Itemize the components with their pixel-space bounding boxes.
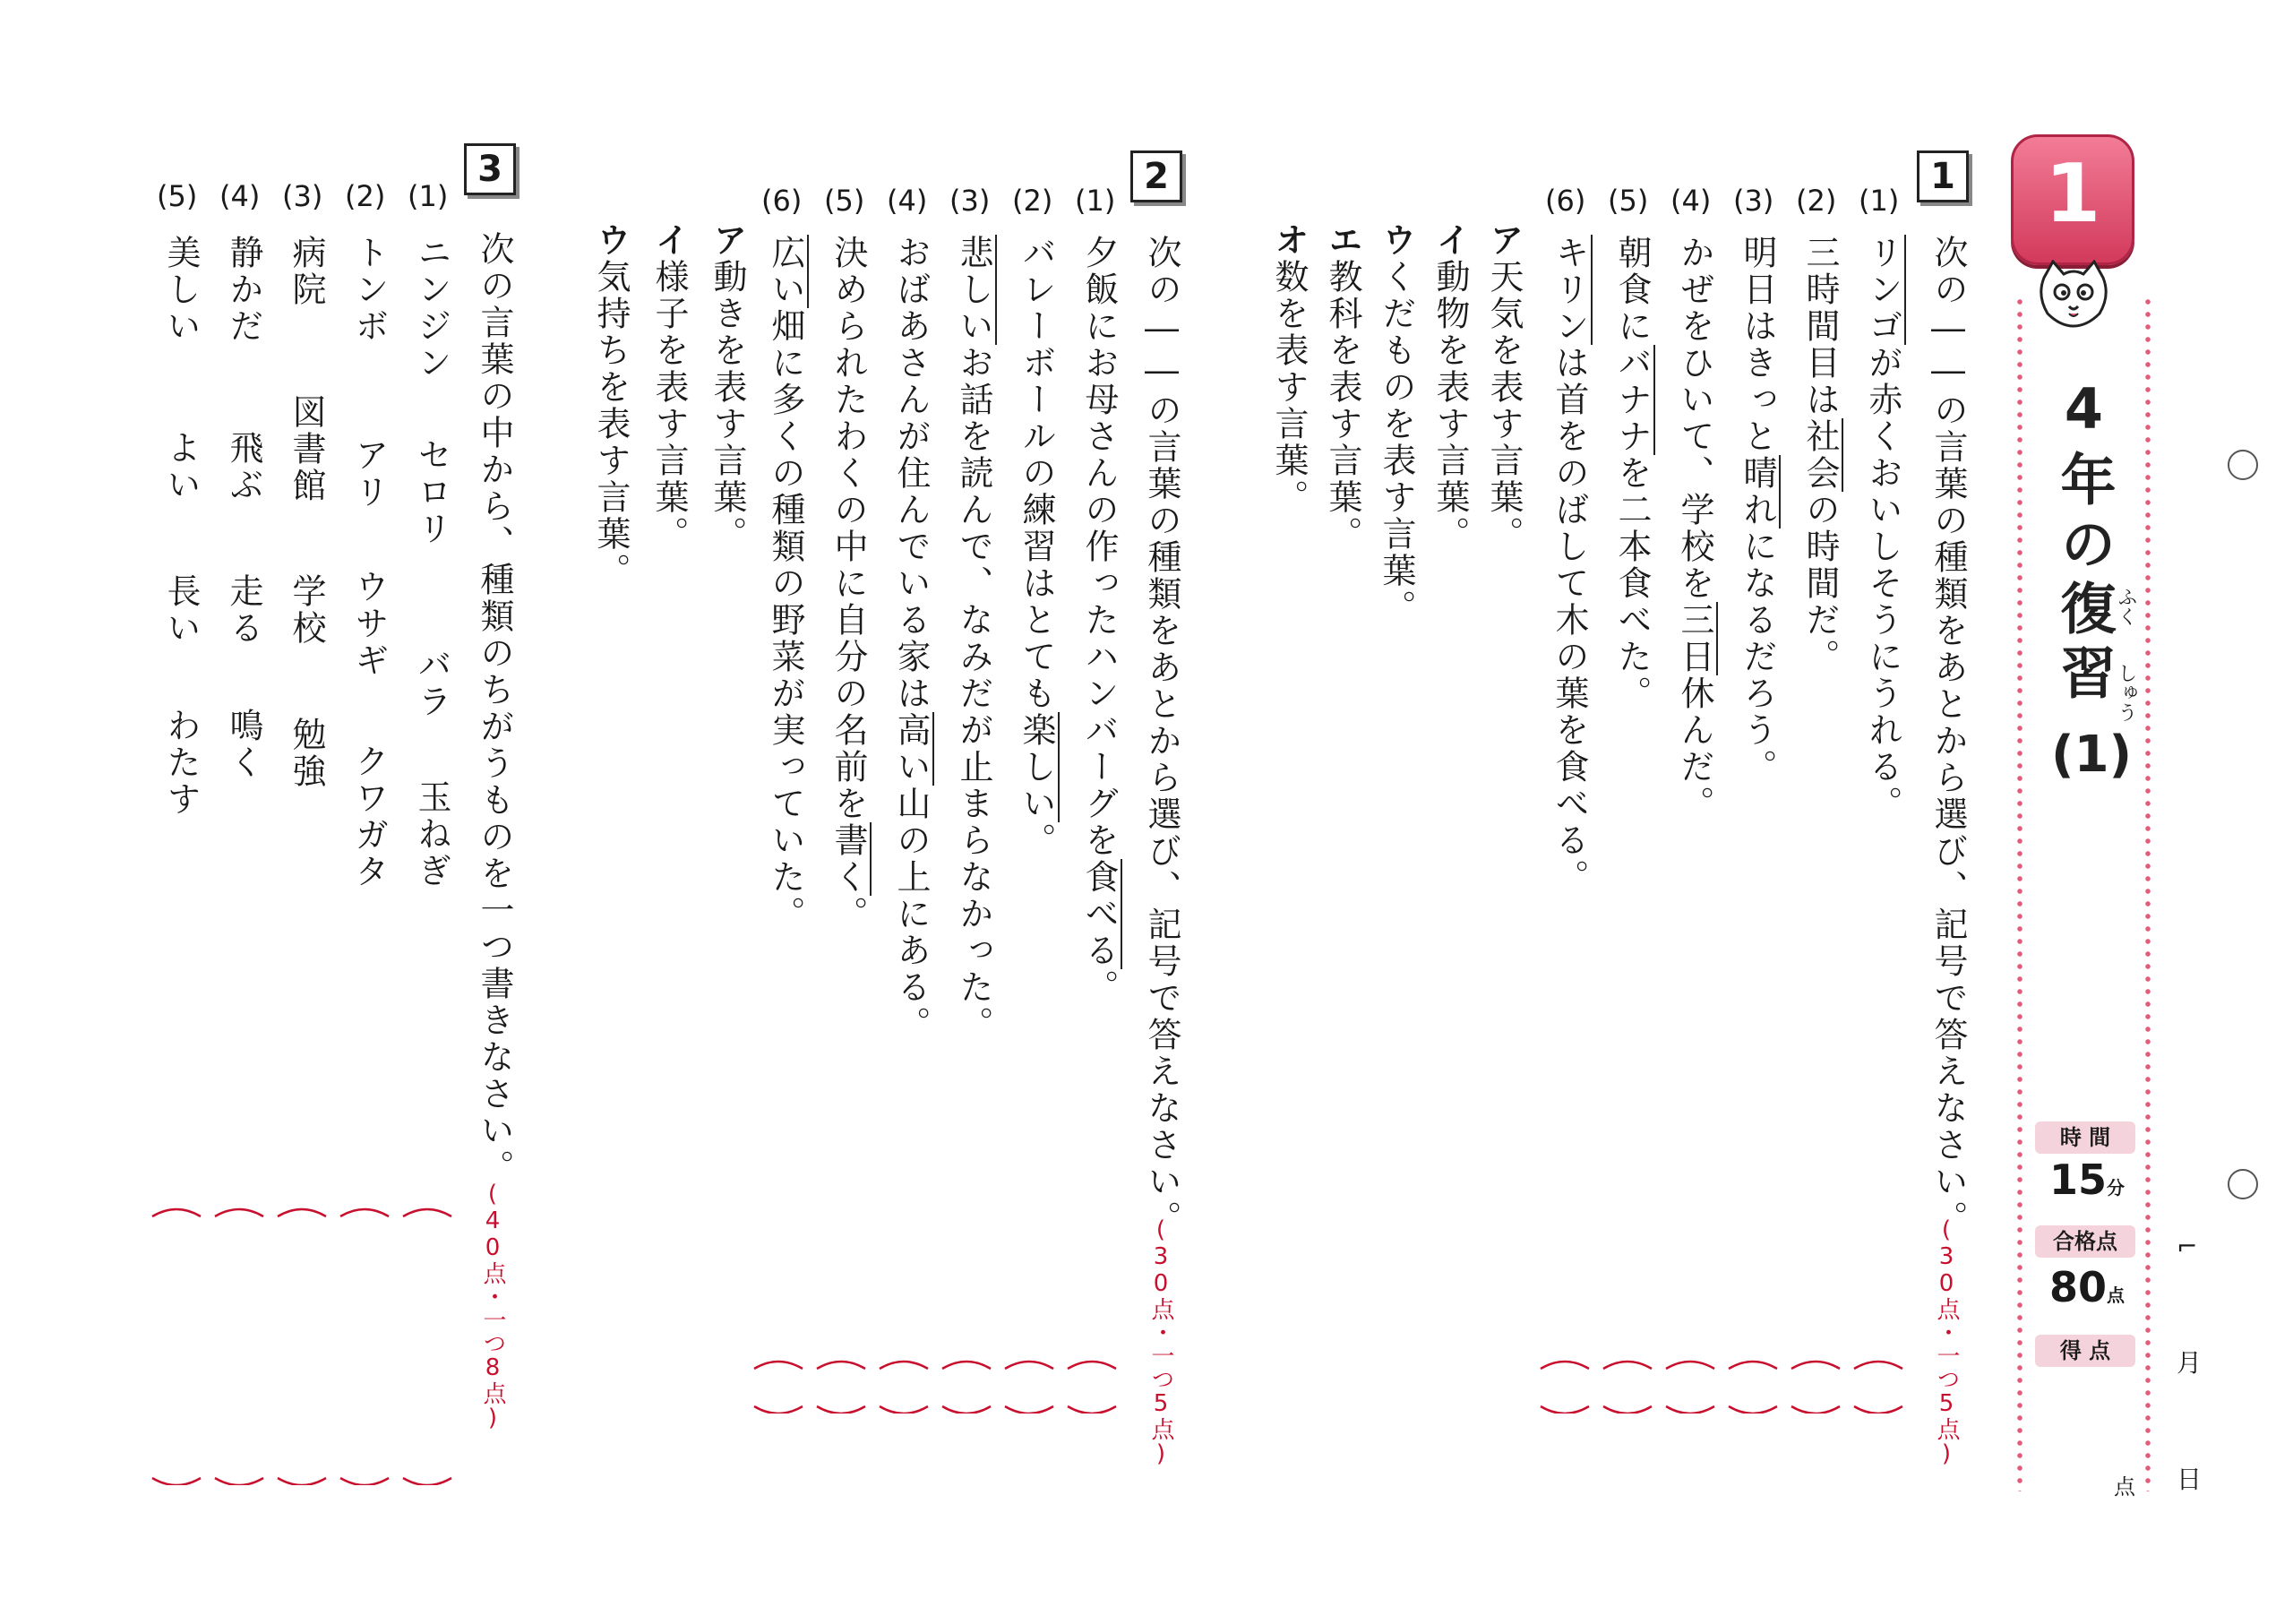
question-sentence: 決められたわくの中に自分の名前を書く。 bbox=[824, 235, 873, 932]
answer-box[interactable] bbox=[940, 1360, 992, 1413]
punch-hole-bottom bbox=[2228, 1169, 2258, 1199]
word-option: 美しい bbox=[161, 235, 201, 345]
item-number: (5) bbox=[824, 184, 865, 218]
section2-choice: ウ気持ちを表す言葉。 bbox=[591, 222, 631, 589]
pass-label: 合格点 bbox=[2035, 1225, 2135, 1258]
pass-value: 80点 bbox=[2048, 1263, 2125, 1311]
section2-points: (30点・一つ5点) bbox=[1147, 1216, 1174, 1467]
word-option: クワガタ bbox=[349, 743, 389, 890]
answer-box[interactable] bbox=[401, 1207, 453, 1485]
answer-box[interactable] bbox=[339, 1207, 391, 1485]
question-sentence: 広い畑に多くの種類の野菜が実っていた。 bbox=[761, 235, 811, 932]
item-number: (1) bbox=[1859, 184, 1900, 218]
word-option: 勉強 bbox=[287, 717, 326, 790]
question-sentence: リンゴが赤くおいしそうにうれる。 bbox=[1859, 235, 1908, 822]
page-title: 4年の復習 bbox=[2051, 376, 2117, 709]
section2-instruction: 次の――の言葉の種類をあとから選び、記号で答えなさい。 bbox=[1142, 235, 1181, 1237]
word-option: 飛ぶ bbox=[224, 430, 263, 503]
banner-dots-right bbox=[2143, 296, 2152, 1491]
word-option: わたす bbox=[161, 708, 201, 818]
word-option: 静かだ bbox=[224, 235, 263, 345]
section3-instruction: 次の言葉の中から、種類のちがうものを一つ書きなさい。 bbox=[475, 231, 514, 1186]
answer-box[interactable] bbox=[1664, 1360, 1716, 1413]
word-option: 長い bbox=[161, 573, 201, 647]
date-bracket: ⌐ bbox=[2177, 1232, 2198, 1261]
section3-points: (40点・一つ8点) bbox=[479, 1181, 506, 1431]
item-number: (6) bbox=[1545, 184, 1586, 218]
question-sentence: 朝食にバナナを二本食べた。 bbox=[1608, 235, 1657, 712]
item-number: (1) bbox=[1075, 184, 1116, 218]
answer-box[interactable] bbox=[213, 1207, 265, 1485]
word-option: 走る bbox=[224, 573, 263, 647]
section1-instruction: 次の――の言葉の種類をあとから選び、記号で答えなさい。 bbox=[1928, 235, 1968, 1237]
word-option: 図書館 bbox=[287, 394, 326, 504]
question-sentence: 悲しいお話を読んで、なみだが止まらなかった。 bbox=[949, 235, 999, 1043]
time-label: 時 間 bbox=[2035, 1121, 2135, 1154]
date-day: 日 bbox=[2177, 1465, 2203, 1494]
answer-box[interactable] bbox=[276, 1207, 328, 1485]
date-month: 月 bbox=[2177, 1348, 2203, 1378]
question-sentence: おばあさんが住んでいる家は高い山の上にある。 bbox=[887, 235, 936, 1043]
section2-choice: イ様子を表す言葉。 bbox=[649, 222, 689, 553]
page-subtitle: (1) bbox=[2051, 726, 2133, 784]
question-number-3: 3 bbox=[464, 143, 516, 195]
section1-choice: ウくだものを表す言葉。 bbox=[1377, 222, 1416, 626]
question-sentence: かぜをひいて、学校を三日休んだ。 bbox=[1670, 235, 1720, 822]
answer-box[interactable] bbox=[752, 1360, 804, 1413]
word-option: セロリ bbox=[412, 437, 451, 547]
item-number: (5) bbox=[157, 179, 198, 213]
item-number: (4) bbox=[219, 179, 261, 213]
question-sentence: 三時間目は社会の時間だ。 bbox=[1796, 235, 1845, 675]
answer-box[interactable] bbox=[1727, 1360, 1779, 1413]
cat-mascot-icon bbox=[2033, 260, 2114, 331]
answer-box[interactable] bbox=[1539, 1360, 1591, 1413]
time-value: 15分 bbox=[2048, 1156, 2125, 1204]
unit-number-badge: 1 bbox=[2011, 134, 2134, 265]
answer-box[interactable] bbox=[1602, 1360, 1653, 1413]
item-number: (3) bbox=[1733, 184, 1774, 218]
section1-choice: イ動物を表す言葉。 bbox=[1430, 222, 1470, 553]
answer-box[interactable] bbox=[1066, 1360, 1118, 1413]
answer-box[interactable] bbox=[1790, 1360, 1842, 1413]
score-label: 得 点 bbox=[2035, 1335, 2135, 1367]
item-number: (2) bbox=[345, 179, 386, 213]
ruby-shuu: しゅう bbox=[2115, 663, 2137, 722]
word-option: 鳴く bbox=[224, 708, 263, 781]
question-sentence: バレーボールの練習はとても楽しい。 bbox=[1012, 235, 1061, 859]
question-number-1: 1 bbox=[1917, 150, 1969, 202]
item-number: (4) bbox=[1670, 184, 1712, 218]
answer-box[interactable] bbox=[815, 1360, 867, 1413]
word-option: ウサギ bbox=[349, 569, 389, 679]
question-number-2: 2 bbox=[1130, 150, 1182, 202]
item-number: (4) bbox=[887, 184, 928, 218]
question-sentence: 夕飯にお母さんの作ったハンバーグを食べる。 bbox=[1075, 235, 1124, 1006]
word-option: 玉ねぎ bbox=[412, 779, 451, 889]
section1-choice: エ教科を表す言葉。 bbox=[1323, 222, 1362, 553]
ruby-fuku: ふく bbox=[2115, 587, 2137, 626]
answer-box[interactable] bbox=[150, 1207, 202, 1485]
question-sentence: キリンは首をのばして木の葉を食べる。 bbox=[1545, 235, 1594, 896]
section2-choice: ア動きを表す言葉。 bbox=[708, 222, 747, 553]
word-option: ニンジン bbox=[412, 235, 451, 382]
section1-points: (30点・一つ5点) bbox=[1933, 1216, 1960, 1467]
punch-hole-top bbox=[2228, 450, 2258, 480]
question-sentence: 明日はきっと晴れになるだろう。 bbox=[1733, 235, 1782, 786]
score-unit: 点 bbox=[2114, 1474, 2135, 1499]
item-number: (2) bbox=[1796, 184, 1837, 218]
word-option: よい bbox=[161, 430, 201, 503]
item-number: (6) bbox=[761, 184, 803, 218]
item-number: (3) bbox=[949, 184, 991, 218]
word-option: 病院 bbox=[287, 235, 326, 308]
answer-box[interactable] bbox=[1852, 1360, 1904, 1413]
item-number: (1) bbox=[408, 179, 449, 213]
word-option: バラ bbox=[412, 647, 451, 720]
answer-box[interactable] bbox=[1003, 1360, 1055, 1413]
item-number: (2) bbox=[1012, 184, 1053, 218]
section1-choice: オ数を表す言葉。 bbox=[1269, 222, 1309, 516]
word-option: 学校 bbox=[287, 573, 326, 647]
banner-dots-left bbox=[2015, 296, 2024, 1491]
word-option: トンボ bbox=[349, 235, 389, 345]
section1-choice: ア天気を表す言葉。 bbox=[1484, 222, 1524, 553]
item-number: (5) bbox=[1608, 184, 1649, 218]
word-option: アリ bbox=[349, 437, 389, 511]
answer-box[interactable] bbox=[878, 1360, 930, 1413]
item-number: (3) bbox=[282, 179, 323, 213]
